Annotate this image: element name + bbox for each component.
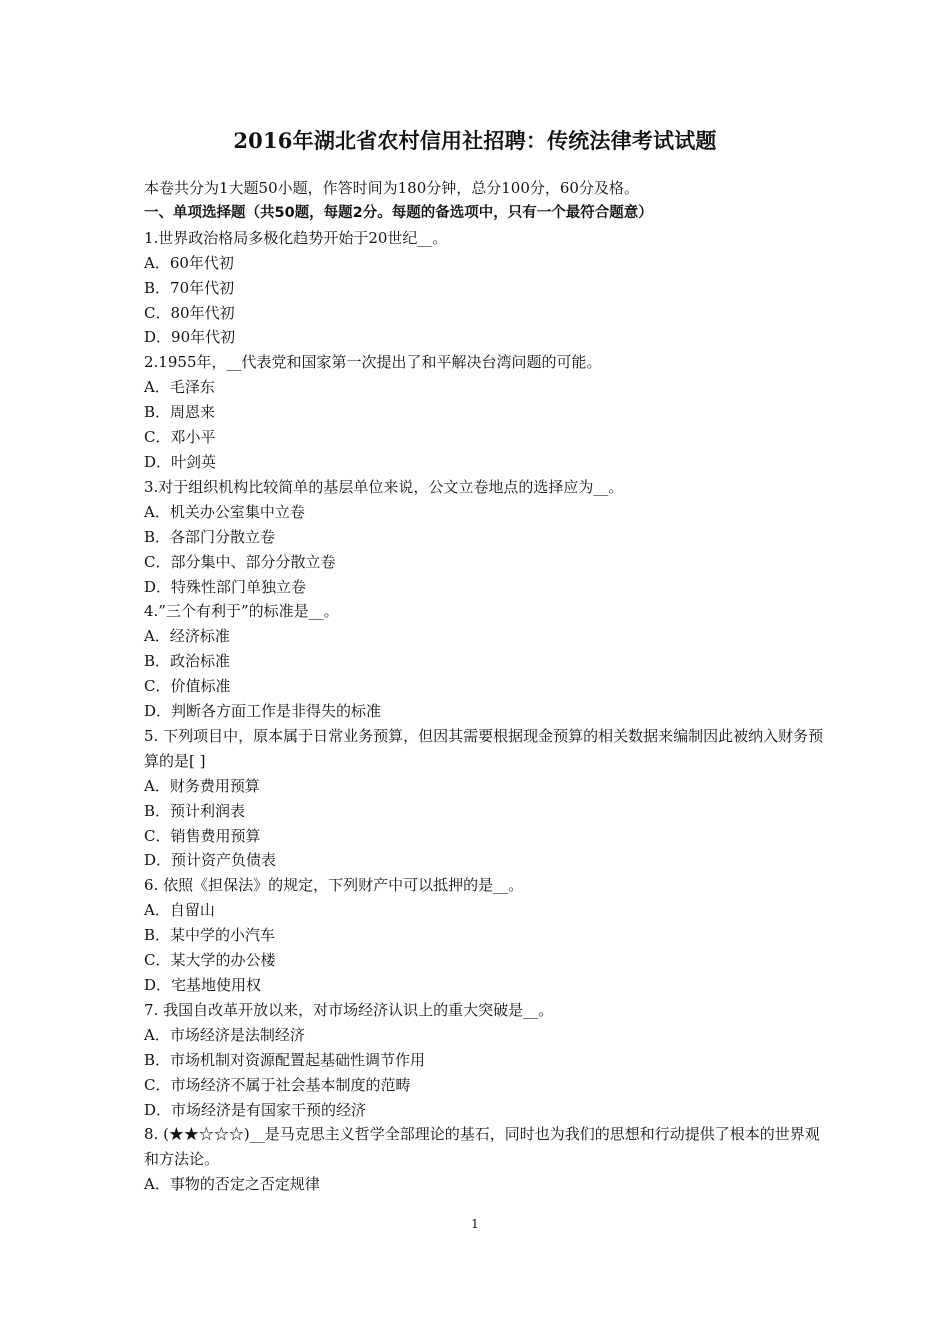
option-b: B．政治标准 xyxy=(144,652,231,671)
question-8 xyxy=(144,1122,824,1197)
option-c: C．80年代初 xyxy=(144,303,235,322)
option-a: A．自留山 xyxy=(144,901,215,920)
question-stem: 5. 下列项目中，原本属于日常业务预算，但因其需要根据现金预算的相关数据来编制因此被纳入财务预算的是[ ] xyxy=(144,726,824,770)
option-c: C．部分集中、部分分散立卷 xyxy=(144,552,336,571)
section-heading: 一、单项选择题（共50题，每题2分。每题的备选项中，只有一个最符合题意） xyxy=(144,204,653,221)
option-a: A．毛泽东 xyxy=(144,378,215,397)
option-d: D．市场经济是有国家干预的经济 xyxy=(144,1100,367,1119)
option-d: D．预计资产负债表 xyxy=(144,851,277,870)
option-c: C．价值标准 xyxy=(144,677,231,696)
option-c: C．市场经济不属于社会基本制度的范畴 xyxy=(144,1075,411,1094)
question-stem: 6. 依照《担保法》的规定，下列财产中可以抵押的是__。 xyxy=(144,876,524,895)
page-number: 1 xyxy=(471,1217,479,1231)
option-c: C．销售费用预算 xyxy=(144,826,261,845)
question-7 xyxy=(144,998,824,1123)
option-c: C．某大学的办公楼 xyxy=(144,951,276,970)
option-b: B．市场机制对资源配置起基础性调节作用 xyxy=(144,1050,426,1069)
option-b: B．某中学的小汽车 xyxy=(144,926,276,945)
option-a: A．财务费用预算 xyxy=(144,776,260,795)
question-stem: 2.1955年，__代表党和国家第一次提出了和平解决台湾问题的可能。 xyxy=(144,353,602,372)
option-b: B．70年代初 xyxy=(144,278,235,297)
option-d: D．叶剑英 xyxy=(144,452,217,471)
question-2 xyxy=(144,350,824,475)
question-stem: 8. (★★☆☆☆)__是马克思主义哲学全部理论的基石，同时也为我们的思想和行动提供了根本的世界观和方法论。 xyxy=(144,1125,820,1169)
question-5 xyxy=(144,724,824,873)
question-stem: 1.世界政治格局多极化趋势开始于20世纪__。 xyxy=(144,228,448,247)
option-a: A．60年代初 xyxy=(144,253,234,272)
option-d: D．宅基地使用权 xyxy=(144,976,262,994)
question-1 xyxy=(144,226,824,351)
question-6 xyxy=(144,873,824,998)
option-b: B．周恩来 xyxy=(144,403,216,422)
question-3 xyxy=(144,475,824,600)
option-a: A．机关办公室集中立卷 xyxy=(144,502,305,521)
intro-text: 本卷共分为1大题50小题，作答时间为180分钟，总分100分，60分及格。 xyxy=(144,179,639,197)
page-title: 2016年湖北省农村信用社招聘：传统法律考试试题 xyxy=(233,128,717,153)
option-c: C．邓小平 xyxy=(144,428,216,447)
question-stem: 4.”三个有利于”的标准是__。 xyxy=(144,602,339,621)
option-b: B．预计利润表 xyxy=(144,801,246,820)
option-a: A．经济标准 xyxy=(144,627,230,646)
option-a: A．事物的否定之否定规律 xyxy=(144,1175,320,1194)
option-d: D．判断各方面工作是非得失的标准 xyxy=(144,702,382,721)
question-stem: 7. 我国自改革开放以来，对市场经济认识上的重大突破是__。 xyxy=(144,1000,554,1019)
question-4 xyxy=(144,599,824,724)
option-a: A．市场经济是法制经济 xyxy=(144,1025,305,1044)
document-body xyxy=(144,176,824,1197)
option-d: D．90年代初 xyxy=(144,328,236,347)
question-stem: 3.对于组织机构比较简单的基层单位来说，公文立卷地点的选择应为__。 xyxy=(144,477,624,496)
option-d: D．特殊性部门单独立卷 xyxy=(144,577,307,596)
option-b: B．各部门分散立卷 xyxy=(144,527,276,546)
